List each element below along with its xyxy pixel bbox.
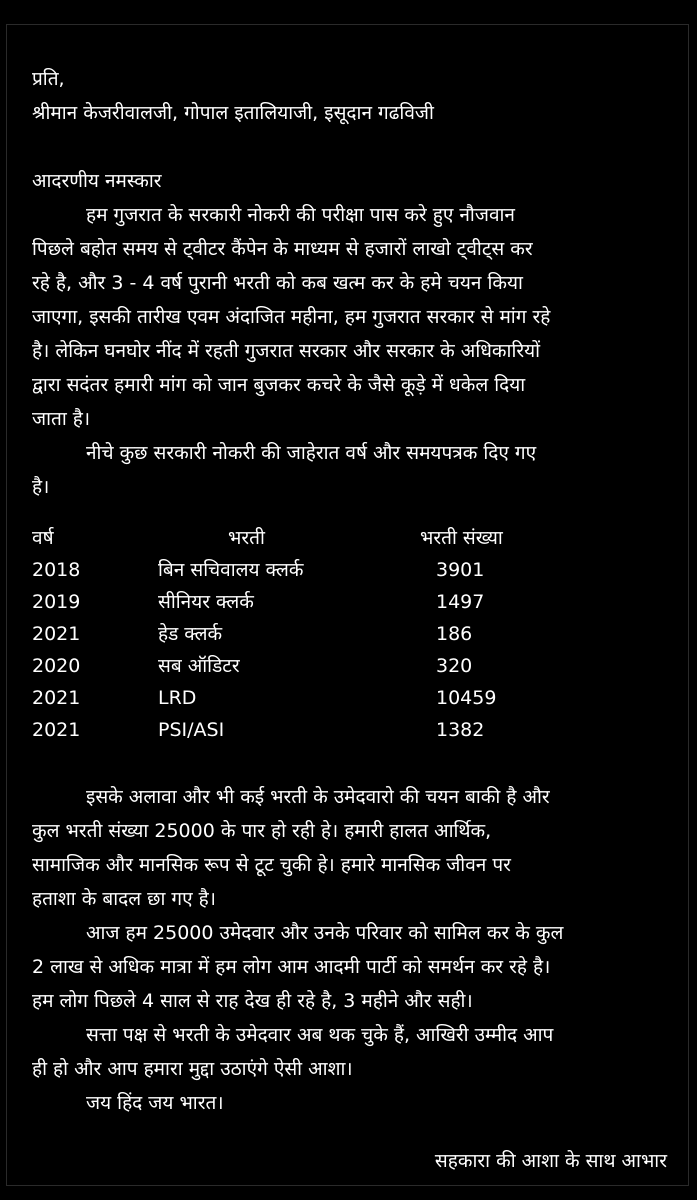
row-count: 1382 xyxy=(436,719,485,741)
paragraph-line: रहे है, और 3 - 4 वर्ष पुरानी भरती को कब खत्म कर के हमे चयन किया xyxy=(32,272,523,294)
row-post: सीनियर क्लर्क xyxy=(158,591,254,613)
paragraph-line: आज हम 25000 उमेदवार और उनके परिवार को सामिल कर के कुल xyxy=(86,922,564,944)
row-year: 2021 xyxy=(32,719,81,741)
table-row xyxy=(32,586,672,618)
table-row xyxy=(32,682,672,714)
paragraph-line: जाता है। xyxy=(32,408,91,430)
row-year: 2018 xyxy=(32,559,81,581)
table-row xyxy=(32,650,672,682)
paragraph-line: नीचे कुछ सरकारी नोकरी की जाहेरात वर्ष और समयपत्रक दिए गए xyxy=(86,442,537,464)
paragraph-line: द्वारा सदंतर हमारी मांग को जान बुजकर कचरे के जैसे कूड़े में धकेल दिया xyxy=(32,374,526,396)
row-post: PSI/ASI xyxy=(158,719,225,741)
header-count: भरती संख्या xyxy=(420,527,503,549)
paragraph-2 xyxy=(32,436,672,504)
addressees: श्रीमान केजरीवालजी, गोपाल इतालियाजी, इसूदान गढविजी xyxy=(32,102,434,124)
row-post: सब ऑडिटर xyxy=(158,655,240,677)
paragraph-line: है। लेकिन घनघोर नींद में रहती गुजरात सरकार और सरकार के अधिकारियों xyxy=(32,340,541,362)
paragraph-line: हम लोग पिछले 4 साल से राह देख ही रहे है, 3 महीने और सही। xyxy=(32,990,473,1012)
paragraph-line: कुल भरती संख्या 25000 के पार हो रही हे। हमारी हालत आर्थिक, xyxy=(32,820,492,842)
row-post: हेड क्लर्क xyxy=(158,623,223,645)
paragraph-line: सत्ता पक्ष से भरती के उमेदवार अब थक चुके हैं, आखिरी उम्मीद आप xyxy=(86,1024,554,1046)
row-count: 10459 xyxy=(436,687,497,709)
row-year: 2019 xyxy=(32,591,81,613)
row-year: 2021 xyxy=(32,623,81,645)
header-post: भरती xyxy=(228,527,265,549)
row-count: 186 xyxy=(436,623,473,645)
paragraph-line: सामाजिक और मानसिक रूप से टूट चुकी हे। हमारे मानसिक जीवन पर xyxy=(32,854,511,876)
salutation-to: प्रति, xyxy=(32,68,65,90)
row-year: 2020 xyxy=(32,655,81,677)
row-count: 320 xyxy=(436,655,473,677)
paragraph-line: जाएगा, इसकी तारीख एवम अंदाजित महीना, हम गुजरात सरकार से मांग रहे xyxy=(32,306,551,328)
row-count: 1497 xyxy=(436,591,485,613)
letter-body xyxy=(32,62,672,1120)
greeting: आदरणीय नमस्कार xyxy=(32,170,162,192)
table-header-row xyxy=(32,522,672,554)
row-post: LRD xyxy=(158,687,197,709)
row-post: बिन सचिवालय क्लर्क xyxy=(158,559,304,581)
paragraph-line: है। xyxy=(32,476,50,498)
header-year: वर्ष xyxy=(32,527,54,549)
row-count: 3901 xyxy=(436,559,485,581)
paragraph-line: हम गुजरात के सरकारी नोकरी की परीक्षा पास करे हुए नौजवान xyxy=(86,204,515,226)
jai-hind-line: जय हिंद जय भारत। xyxy=(86,1092,224,1114)
table-row xyxy=(32,554,672,586)
paragraph-1 xyxy=(32,198,672,436)
paragraph-3 xyxy=(32,780,672,916)
paragraph-5 xyxy=(32,1018,672,1086)
paragraph-line: हताशा के बादल छा गए है। xyxy=(32,888,216,910)
table-row xyxy=(32,618,672,650)
row-year: 2021 xyxy=(32,687,81,709)
paragraph-line: पिछले बहोत समय से ट्वीटर कैंपेन के माध्यम से हजारों लाखो ट्वीट्स कर xyxy=(32,238,533,260)
paragraph-line: ही हो और आप हमारा मुद्दा उठाएंगे ऐसी आशा। xyxy=(32,1058,353,1080)
recruitment-table xyxy=(32,522,672,746)
signature: सहकारा की आशा के साथ आभार xyxy=(434,1150,667,1172)
paragraph-line: इसके अलावा और भी कई भरती के उमेदवारो की चयन बाकी है और xyxy=(86,786,550,808)
paragraph-line: 2 लाख से अधिक मात्रा में हम लोग आम आदमी पार्टी को समर्थन कर रहे है। xyxy=(32,956,551,978)
table-row xyxy=(32,714,672,746)
paragraph-4 xyxy=(32,916,672,1018)
